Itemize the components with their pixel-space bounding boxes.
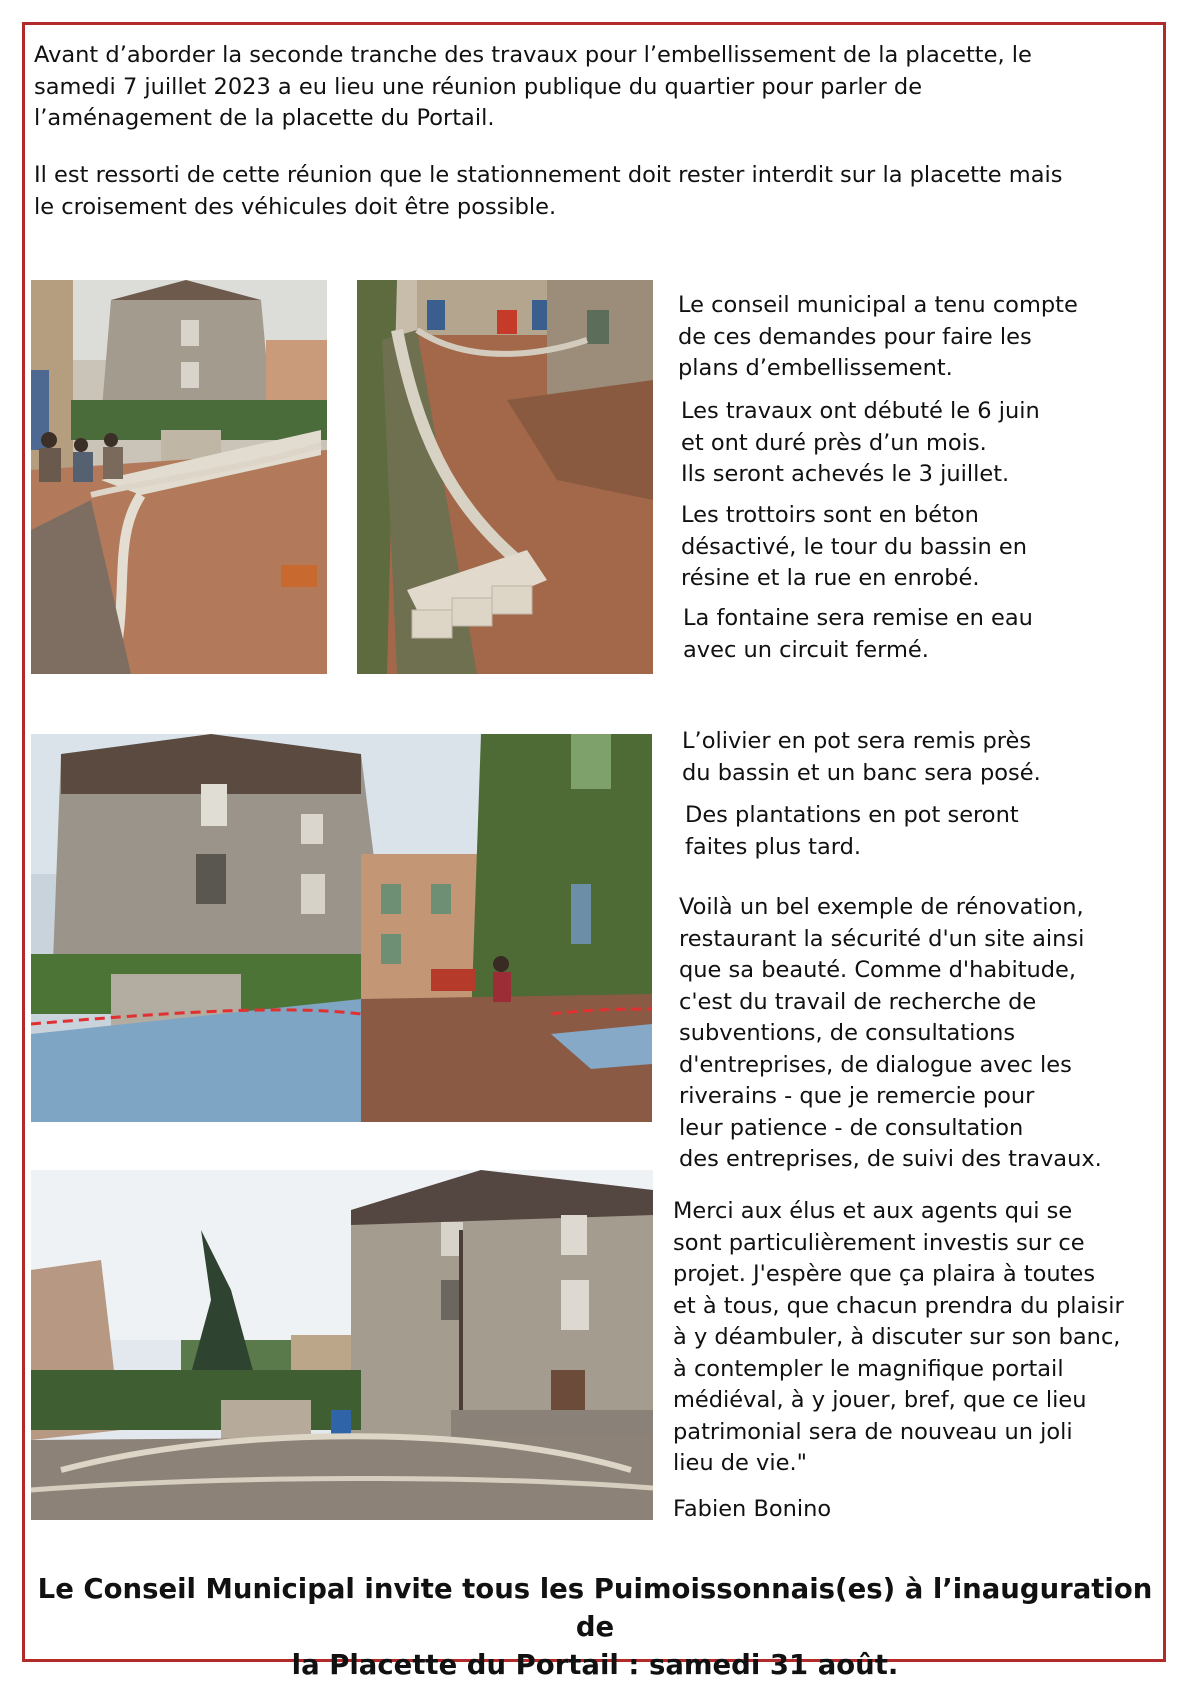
section3-quote: Merci aux élus et aux agents qui se sont particulièrement investis sur ce projet. J'espère que ça plaira à toutes et à tous, que chacun prendra du plaisir à y déambuler, à discuter sur son banc, à contempler le magnifique portail médiéval, à y jouer, bref, que ce lieu patrimonial sera de nouveau un joli lieu de vie." (673, 1198, 1124, 1476)
section1-paragraph-1: Le conseil municipal a tenu compte de ces demandes pour faire les plans d’embellissement. (678, 292, 1078, 381)
intro-paragraph-2: Il est ressorti de cette réunion que le stationnement doit rester interdit sur la placette mais le croisement des véhicules doit être possible. (34, 162, 1063, 220)
photo-square-blue-resin (31, 734, 652, 1122)
section1-paragraph-3: Les trottoirs sont en béton désactivé, le tour du bassin en résine et la rue en enrobé. (681, 502, 1028, 591)
photo-worksite-curb-with-workers (31, 280, 327, 674)
signature: Fabien Bonino (673, 1496, 832, 1522)
section1-paragraph-4: La fontaine sera remise en eau avec un circuit fermé. (683, 605, 1033, 663)
section1-paragraph-2: Les travaux ont débuté le 6 juin et ont duré près d’un mois. Ils seront achevés le 3 juillet. (681, 398, 1040, 487)
section2-paragraph-3: Voilà un bel exemple de rénovation, restaurant la sécurité d'un site ainsi que sa beauté. Comme d'habitude, c'est du travail de recherche de subventions, de consultations d'entreprises, de dialogue avec les riverains - que je remercie pour leur patience - de consultation des entreprises, de suivi des travaux. (679, 894, 1102, 1172)
section2-paragraph-1: L’olivier en pot sera remis près du bassin et un banc sera posé. (682, 728, 1041, 786)
section2-paragraph-2: Des plantations en pot seront faites plus tard. (685, 802, 1019, 860)
photo-street-new-curb (357, 280, 653, 674)
photo-finished-square (31, 1170, 653, 1520)
intro-paragraph-1: Avant d’aborder la seconde tranche des travaux pour l’embellissement de la placette, le samedi 7 juillet 2023 a eu lieu une réunion publique du quartier pour parler de l’aménagement de la placette du Portail. (34, 42, 1032, 131)
invitation-announcement: Le Conseil Municipal invite tous les Puimoissonnais(es) à l’inauguration de la Placette du Portail : samedi 31 août. (37, 1573, 1153, 1681)
